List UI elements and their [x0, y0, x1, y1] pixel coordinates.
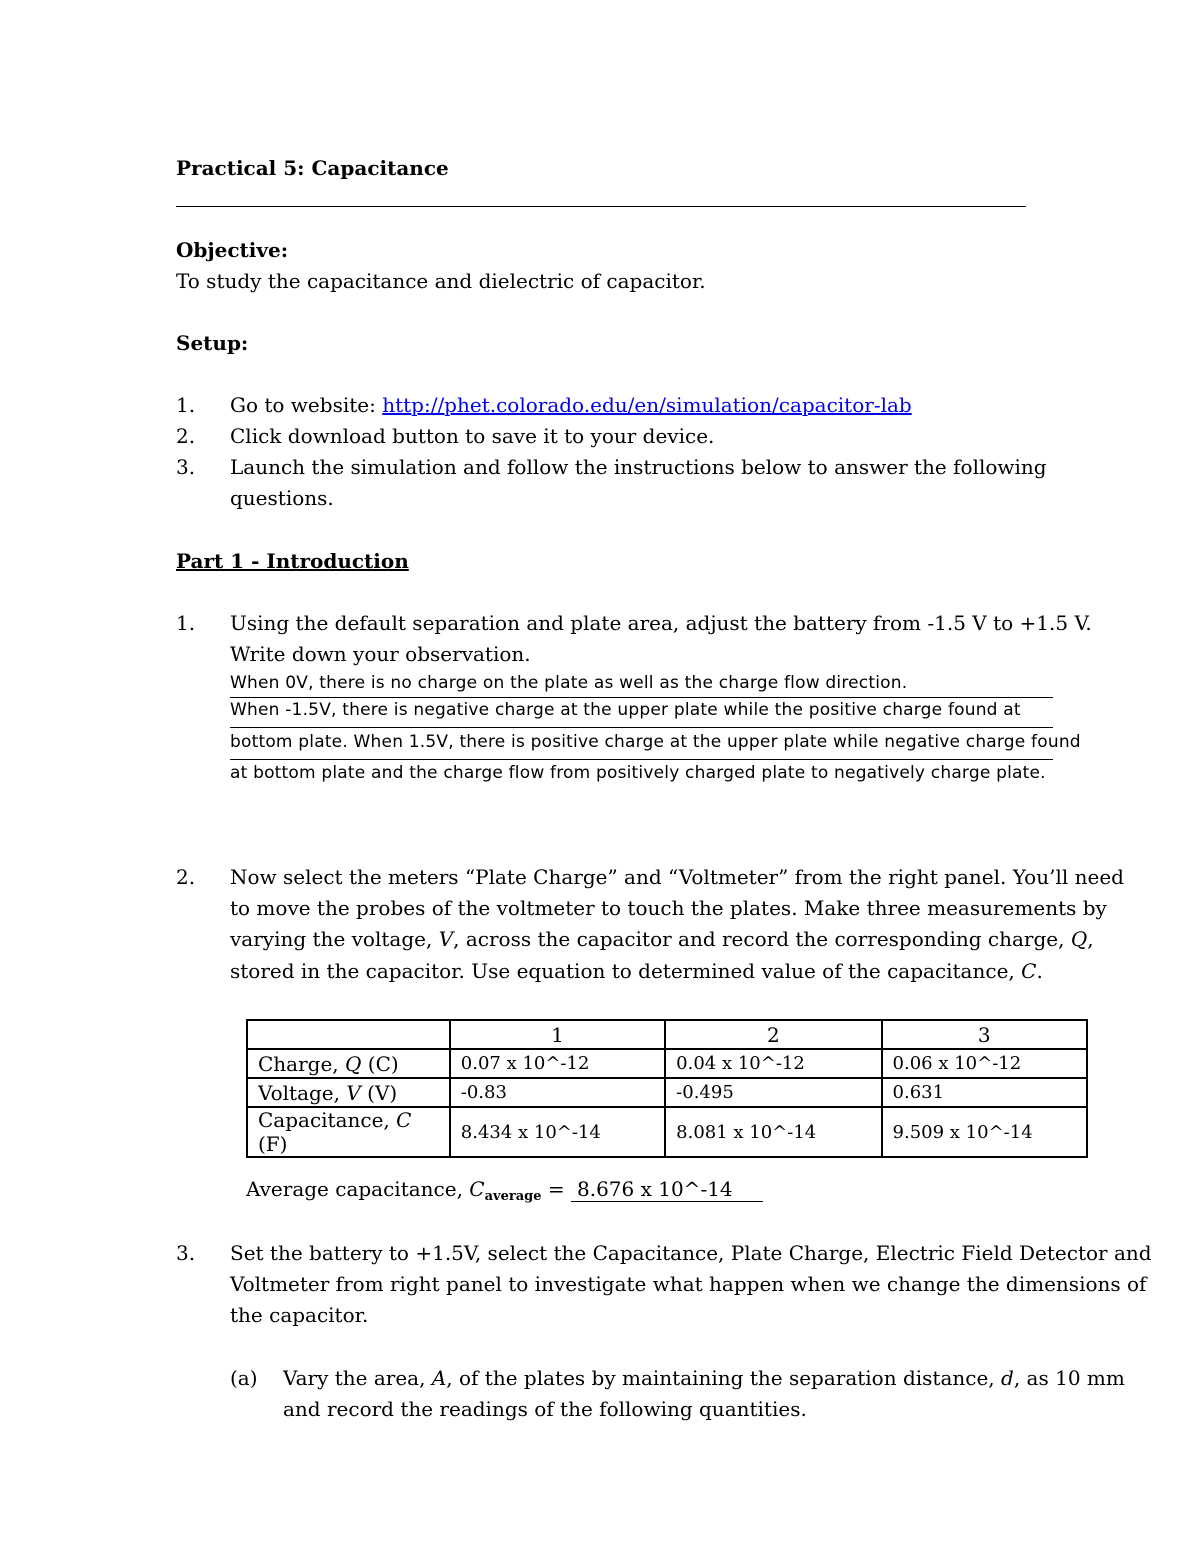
- table-header-row: [247, 1020, 1087, 1049]
- q2-line-4: [230, 959, 1043, 983]
- table-cell: 0.04 x 10^-12: [665, 1049, 881, 1078]
- text-run: Vary the area,: [283, 1366, 432, 1390]
- answer-rule: [230, 759, 1053, 760]
- table-cell: 8.081 x 10^-14: [665, 1107, 881, 1157]
- table-cell: 0.631: [882, 1078, 1087, 1107]
- symbol-v: V: [438, 927, 454, 951]
- part1-heading: Part 1 - Introduction: [176, 549, 409, 573]
- answer-rule: [230, 697, 1053, 698]
- q1-answer-line-4: at bottom plate and the charge flow from positively charged plate to negatively charge plate.: [230, 763, 1046, 783]
- table-row-capacitance: [247, 1107, 1087, 1157]
- row-label: [247, 1049, 450, 1078]
- symbol-c: C: [396, 1108, 412, 1132]
- q3a-line-2: and record the readings of the following quantities.: [283, 1397, 807, 1421]
- answer-rule: [230, 727, 1053, 728]
- table-cell: 0.07 x 10^-12: [450, 1049, 665, 1078]
- page-title: Practical 5: Capacitance: [176, 156, 449, 180]
- text-run: (F): [258, 1132, 288, 1156]
- table-cell: 9.509 x 10^-14: [882, 1107, 1087, 1157]
- text-run: stored in the capacitor. Use equation to determined value of the capacitance,: [230, 959, 1022, 983]
- q2-line-3: [230, 927, 1094, 951]
- average-subscript: average: [484, 1189, 542, 1204]
- q2-line-2: to move the probes of the voltmeter to touch the plates. Make three measurements by: [230, 896, 1107, 920]
- table-corner-cell: [247, 1020, 450, 1049]
- equals-sign: =: [541, 1177, 571, 1201]
- q2-line-1: Now select the meters “Plate Charge” and “Voltmeter” from the right panel. You’ll need: [230, 865, 1124, 889]
- column-header: 3: [882, 1020, 1087, 1049]
- average-label: Average capacitance,: [246, 1177, 470, 1201]
- q1-answer-line-3: bottom plate. When 1.5V, there is positive charge at the upper plate while negative charge found: [230, 732, 1081, 752]
- symbol-a: A: [431, 1366, 447, 1390]
- q3-line-1: Set the battery to +1.5V, select the Capacitance, Plate Charge, Electric Field Detector and: [230, 1241, 1152, 1265]
- measurement-table: [246, 1019, 1088, 1158]
- setup-item-3-line-2: questions.: [230, 486, 334, 510]
- table-cell: 0.06 x 10^-12: [882, 1049, 1087, 1078]
- q1-line-2: Write down your observation.: [230, 642, 531, 666]
- text-run: (V): [360, 1080, 398, 1105]
- symbol-v: V: [346, 1080, 361, 1105]
- average-value-field: [571, 1177, 763, 1202]
- text-run: , across the capacitor and record the corresponding charge,: [453, 927, 1071, 951]
- symbol-c: C: [1021, 959, 1037, 983]
- q1-number: 1.: [176, 611, 196, 635]
- setup-item-1-number: 1.: [176, 393, 196, 417]
- q2-number: 2.: [176, 865, 196, 889]
- q3a-label: (a): [230, 1366, 258, 1390]
- setup-item-2-number: 2.: [176, 424, 196, 448]
- setup-item-1-prefix: Go to website:: [230, 393, 383, 417]
- table-row-charge: [247, 1049, 1087, 1078]
- text-run: varying the voltage,: [230, 927, 439, 951]
- q3-line-2: Voltmeter from right panel to investigate what happen when we change the dimensions of: [230, 1272, 1147, 1296]
- text-run: Voltage,: [258, 1080, 347, 1105]
- column-header: 2: [665, 1020, 881, 1049]
- text-run: (C): [361, 1051, 399, 1076]
- column-header: 1: [450, 1020, 665, 1049]
- title-rule: [176, 206, 1026, 207]
- row-label: [247, 1107, 450, 1157]
- setup-item-2: Click download button to save it to your device.: [230, 424, 715, 448]
- average-capacitance: [246, 1177, 763, 1204]
- capacitor-lab-link[interactable]: http://phet.colorado.edu/en/simulation/capacitor-lab: [382, 393, 912, 417]
- row-label: [247, 1078, 450, 1107]
- symbol-q: Q: [1070, 927, 1088, 951]
- q3-line-3: the capacitor.: [230, 1303, 369, 1327]
- q1-answer-line-2: When -1.5V, there is negative charge at the upper plate while the positive charge found at: [230, 700, 1021, 720]
- symbol-c: C: [469, 1177, 485, 1201]
- q1-answer-line-1: When 0V, there is no charge on the plate as well as the charge flow direction.: [230, 673, 908, 693]
- q3a-line-1: [283, 1366, 1125, 1390]
- text-run: Capacitance,: [258, 1108, 397, 1132]
- setup-item-3-number: 3.: [176, 455, 196, 479]
- setup-heading: Setup:: [176, 331, 249, 355]
- table-cell: -0.83: [450, 1078, 665, 1107]
- symbol-d: d: [1001, 1366, 1014, 1390]
- text-run: .: [1036, 959, 1043, 983]
- average-value: 8.676 x 10^-14: [576, 1177, 733, 1201]
- text-run: ,: [1087, 927, 1094, 951]
- table-row-voltage: [247, 1078, 1087, 1107]
- symbol-q: Q: [345, 1051, 362, 1076]
- objective-heading: Objective:: [176, 238, 289, 262]
- text-run: Charge,: [258, 1051, 346, 1076]
- text-run: , as 10 mm: [1013, 1366, 1125, 1390]
- q1-line-1: Using the default separation and plate area, adjust the battery from -1.5 V to +1.5 V.: [230, 611, 1092, 635]
- q3-number: 3.: [176, 1241, 196, 1265]
- setup-item-3-line-1: Launch the simulation and follow the instructions below to answer the following: [230, 455, 1047, 479]
- table-cell: -0.495: [665, 1078, 881, 1107]
- setup-item-1: [230, 393, 912, 417]
- text-run: , of the plates by maintaining the separation distance,: [446, 1366, 1002, 1390]
- table-cell: 8.434 x 10^-14: [450, 1107, 665, 1157]
- objective-text: To study the capacitance and dielectric of capacitor.: [176, 269, 706, 293]
